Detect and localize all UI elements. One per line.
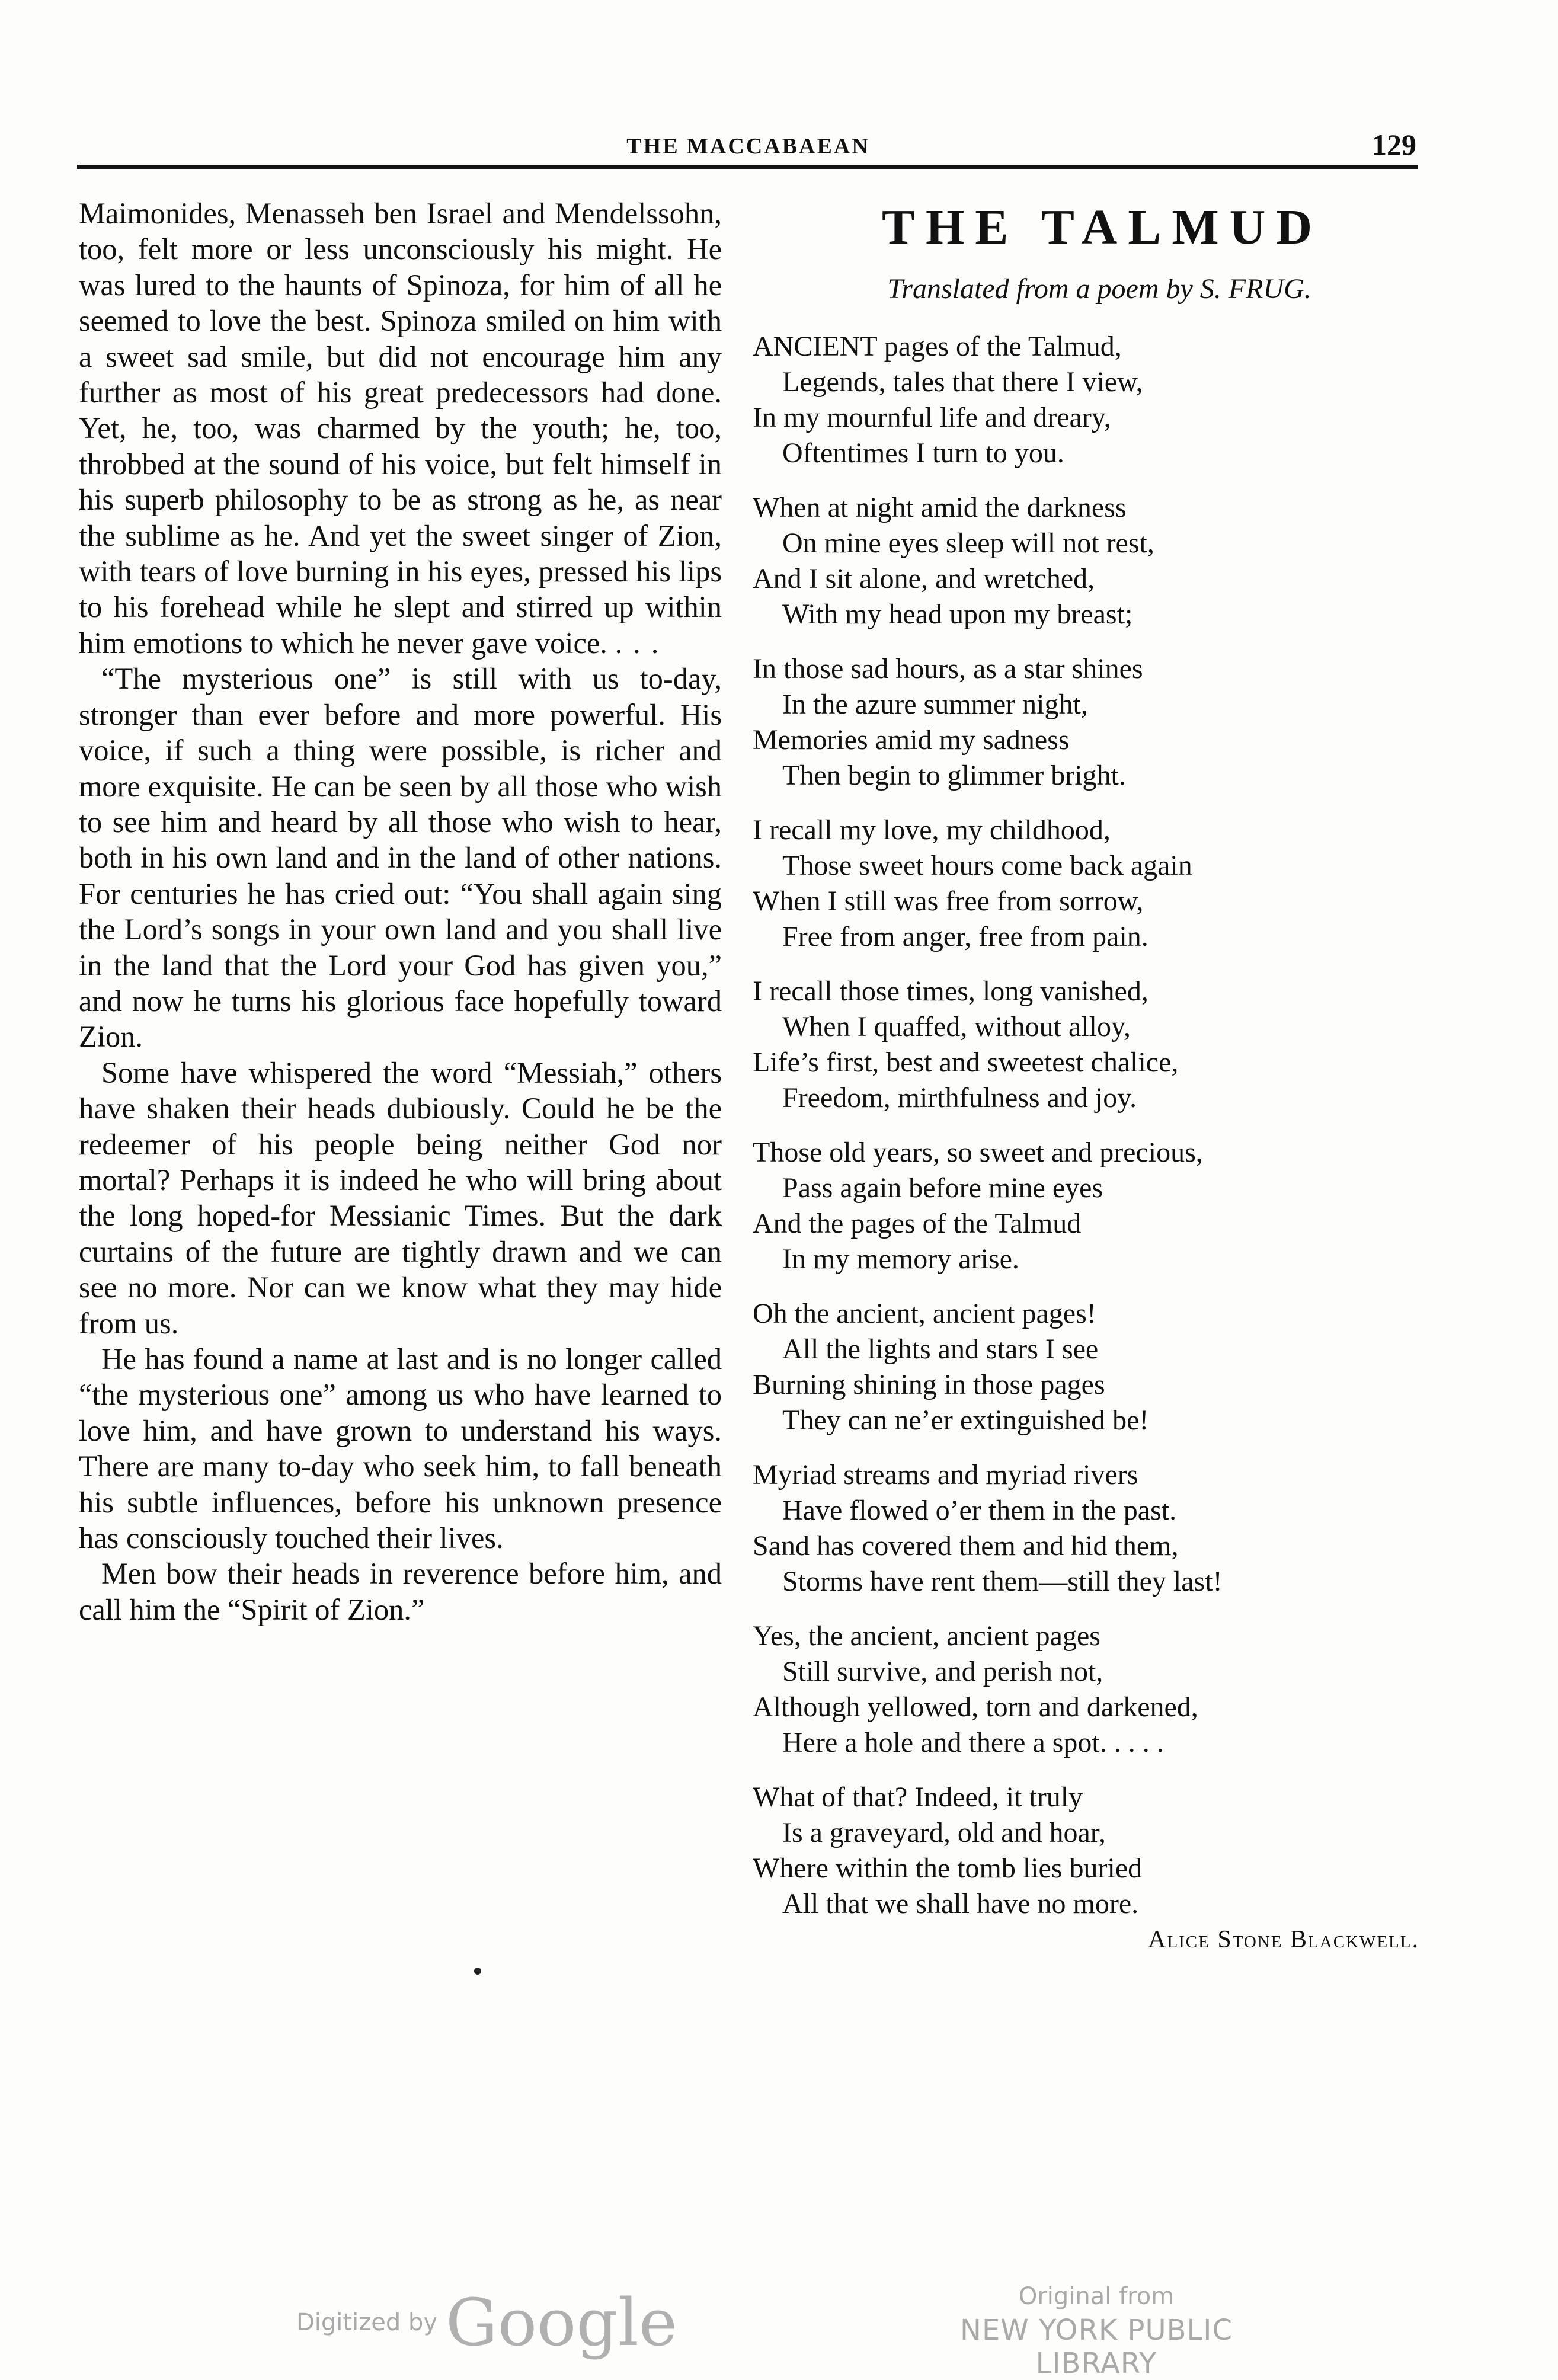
poem-line: Pass again before mine eyes xyxy=(782,1172,1103,1204)
poem-line: They can ne’er extinguished be! xyxy=(782,1405,1149,1436)
stanzas xyxy=(753,329,1434,1922)
paragraph: Some have whispered the word “Messiah,” others have shaken their heads dubiously. Could he be the redeemer of his people being neither God nor mortal? Perhaps it is indeed he who will bring about the long hoped-for Messianic Times. But the dark curtains of the future are tightly drawn and we can see no more. Nor can we know what they may hide from us. xyxy=(79,1055,722,1340)
original-from-label: Original from xyxy=(1018,2283,1175,2310)
poem-line: Still survive, and perish not, xyxy=(782,1656,1103,1687)
running-title: THE MACCABAEAN xyxy=(626,134,870,159)
poem-line: All that we shall have no more. xyxy=(782,1888,1139,1920)
poem xyxy=(753,196,1434,1954)
poem-line: Burning shining in those pages xyxy=(753,1369,1105,1400)
poem-line: ANCIENT pages of the Talmud, xyxy=(753,331,1122,362)
stanza xyxy=(753,329,1434,471)
stanza xyxy=(753,1780,1434,1922)
poem-line: Myriad streams and myriad rivers xyxy=(753,1459,1138,1490)
poem-line: In my memory arise. xyxy=(782,1243,1019,1275)
left-column xyxy=(79,196,722,1627)
poem-line: Yes, the ancient, ancient pages xyxy=(753,1620,1100,1652)
poem-line: I recall those times, long vanished, xyxy=(753,975,1148,1007)
poem-line: Those old years, so sweet and precious, xyxy=(753,1137,1203,1168)
poem-line: Oftentimes I turn to you. xyxy=(782,437,1064,469)
stanza xyxy=(753,1618,1434,1761)
poem-line: Although yellowed, torn and darkened, xyxy=(753,1691,1198,1723)
poem-line: In the azure summer night, xyxy=(782,689,1088,720)
poem-line: When I quaffed, without alloy, xyxy=(782,1011,1131,1042)
poem-subtitle: Translated from a poem by S. FRUG. xyxy=(887,273,1311,305)
poem-line: When at night amid the darkness xyxy=(753,492,1127,523)
poem-line: Memories amid my sadness xyxy=(753,724,1070,756)
poem-line: With my head upon my breast; xyxy=(782,599,1133,630)
poem-line: Have flowed o’er them in the past. xyxy=(782,1495,1177,1526)
paragraph: “The mysterious one” is still with us to-day, stronger than ever before and more powerful. His voice, if such a thing were possible, is richer and more exquisite. He can be seen by all those who wish to see him and heard by all those who wish to hear, both in his own land and in the land of other nations. For centuries he has cried out: “You shall again sing the Lord’s songs in your own land and you shall live in the land that the Lord your God has given you,” and now he turns his glorious face hopefully toward Zion. xyxy=(79,662,722,1054)
poem-line: Freedom, mirthfulness and joy. xyxy=(782,1082,1137,1114)
digitized-by-watermark xyxy=(296,2285,677,2360)
poem-line: Storms have rent them—still they last! xyxy=(782,1566,1223,1597)
stanza xyxy=(753,490,1434,632)
poem-line: Where within the tomb lies buried xyxy=(753,1853,1143,1884)
source-watermark xyxy=(907,2283,1286,2380)
end-mark xyxy=(474,1968,481,1975)
paragraph: He has found a name at last and is no longer called “the mysterious one” among us who have learned to love him, and have grown to understand his ways. There are many to-day who seek him, to fall beneath his subtle influences, before his unknown presence has consciously touched their lives. xyxy=(79,1342,722,1555)
paragraph xyxy=(79,196,722,661)
poem-line: Is a graveyard, old and hoar, xyxy=(782,1817,1106,1848)
paragraph: Men bow their heads in reverence before him, and call him the “Spirit of Zion.” xyxy=(79,1557,722,1626)
poem-line: And I sit alone, and wretched, xyxy=(753,563,1095,594)
stanza xyxy=(753,1296,1434,1438)
stanza xyxy=(753,812,1434,955)
poem-line: Life’s first, best and sweetest chalice, xyxy=(753,1047,1179,1078)
stanza xyxy=(753,651,1434,794)
running-header xyxy=(80,127,1416,163)
poem-line: Then begin to glimmer bright. xyxy=(782,760,1126,791)
poem-title: THE TALMUD xyxy=(882,200,1323,255)
poem-line: When I still was free from sorrow, xyxy=(753,885,1144,917)
poem-line: Sand has covered them and hid them, xyxy=(753,1530,1179,1562)
google-logo: Google xyxy=(446,2285,678,2360)
poem-line: On mine eyes sleep will not rest, xyxy=(782,527,1154,559)
poem-line: In those sad hours, as a star shines xyxy=(753,653,1143,684)
header-rule xyxy=(77,165,1418,169)
poem-line: What of that? Indeed, it truly xyxy=(753,1781,1083,1813)
digitized-label: Digitized by xyxy=(296,2309,437,2336)
page-number: 129 xyxy=(1372,128,1416,161)
poem-line: All the lights and stars I see xyxy=(782,1333,1099,1365)
poem-line: I recall my love, my childhood, xyxy=(753,814,1111,846)
poem-line: In my mournful life and dreary, xyxy=(753,402,1111,433)
library-name: NEW YORK PUBLIC LIBRARY xyxy=(960,2314,1233,2380)
stanza xyxy=(753,974,1434,1116)
poem-line: Here a hole and there a spot. . . . . xyxy=(782,1727,1164,1758)
author-signature: Alice Stone Blackwell. xyxy=(1148,1926,1419,1953)
stanza xyxy=(753,1457,1434,1600)
poem-line: And the pages of the Talmud xyxy=(753,1208,1082,1239)
poem-line: Those sweet hours come back again xyxy=(782,850,1192,881)
poem-line: Oh the ancient, ancient pages! xyxy=(753,1298,1096,1329)
paragraph-text: Maimonides, Menasseh ben Israel and Mendelssohn, too, felt more or less unconsciously his might. He was lured to the haunts of Spinoza, for him of all he seemed to love the best. Spinoza smiled on him with a sweet sad smile, but did not encourage him any further as most of his great predecessors had done. Yet, he, too, was charmed by the youth; he, too, throbbed at the sound of his voice, but felt himself in his superb philosophy to be as strong as he, as near the sublime as he. And yet the sweet singer of Zion, with tears of love burning in his eyes, pressed his lips to his forehead while he slept and stirred up within him emotions to which he never gave voice. xyxy=(79,197,722,660)
stanza xyxy=(753,1135,1434,1277)
ellipsis: ... xyxy=(615,626,670,660)
poem-line: Free from anger, free from pain. xyxy=(782,921,1148,952)
poem-line: Legends, tales that there I view, xyxy=(782,366,1143,398)
